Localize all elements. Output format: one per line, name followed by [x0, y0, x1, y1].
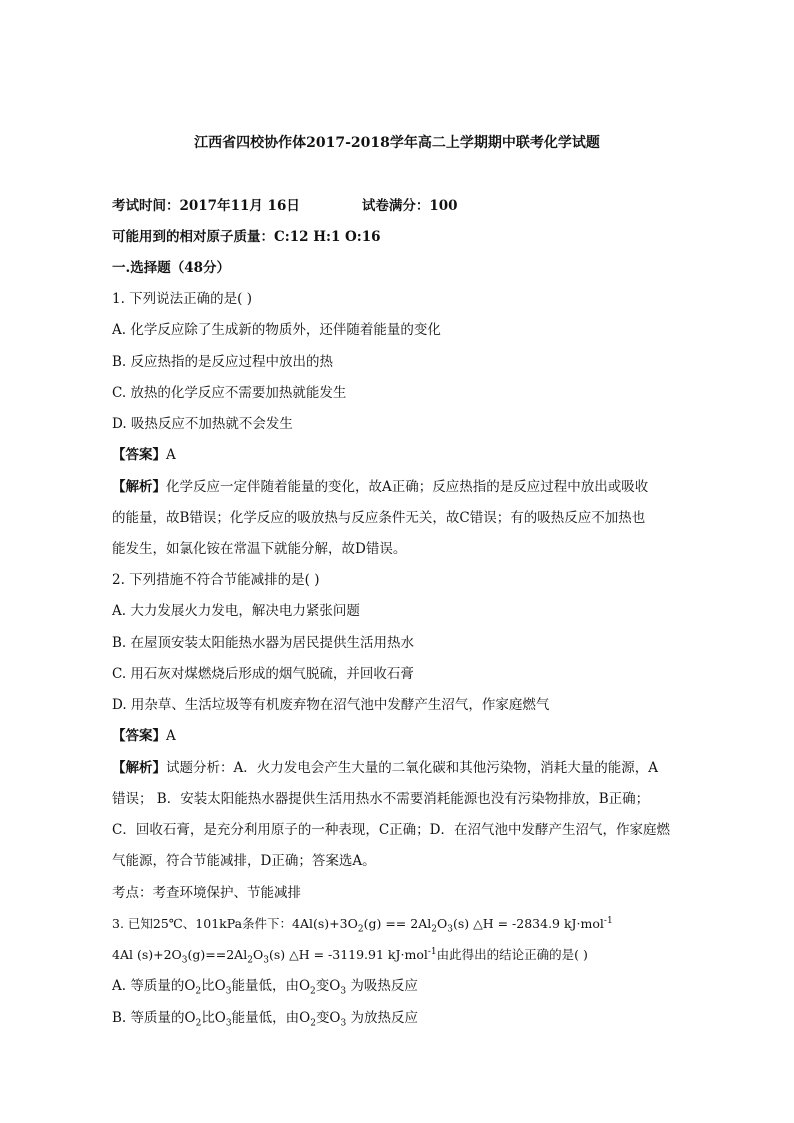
- q2-option-a: A. 大力发展火力发电，解决电力紧张问题: [112, 603, 360, 619]
- q2-analysis-line-2: 错误； B．安装太阳能热水器提供生活用热水不需要消耗能源也没有污染物排放，B正确；: [112, 791, 650, 807]
- q2-analysis-line-3: C．回收石膏，是充分利用原子的一种表现，C正确；D．在沼气池中发酵产生沼气，作家庭燃: [112, 822, 670, 838]
- section-heading: 一.选择题（48分）: [112, 260, 230, 276]
- opt-text: 变O: [315, 1010, 341, 1026]
- eq-text: 4Al (s)+2O: [112, 947, 182, 962]
- eq-sub: 3: [181, 955, 188, 966]
- opt-text: 比O: [201, 978, 226, 994]
- eq-text: (s) △H = -3119.91 kJ·mol: [268, 947, 428, 962]
- opt-text: A. 等质量的O: [112, 978, 196, 994]
- opt-sub: 3: [225, 1018, 232, 1029]
- eq-sub: 3: [263, 955, 269, 966]
- analysis-text: 化学反应一定伴随着能量的变化，故A正确；反应热指的是反应过程中放出或吸收: [166, 479, 649, 495]
- atomic-mass-info: 可能用到的相对原子质量：C:12 H:1 O:16: [112, 229, 381, 245]
- answer-tag: 【答案】: [112, 728, 166, 744]
- eq-sup: -1: [427, 946, 437, 957]
- q2-option-d: D. 用杂草、生活垃圾等有机废弃物在沼气池中发酵产生沼气，作家庭燃气: [112, 697, 550, 713]
- analysis-tag: 【解析】: [112, 479, 166, 495]
- eq-text: (g)==2Al: [187, 947, 248, 962]
- q1-option-d: D. 吸热反应不加热就不会发生: [112, 416, 293, 432]
- q3-stem-equation-1: [112, 914, 613, 934]
- opt-text: 比O: [201, 1010, 226, 1026]
- q2-analysis-line-4: 气能源，符合节能减排，D正确；答案选A。: [112, 853, 376, 869]
- opt-text: B. 等质量的O: [112, 1010, 196, 1026]
- eq-text: 由此得出的结论正确的是( ): [436, 947, 588, 962]
- opt-sub: 3: [225, 986, 232, 997]
- q2-knowledge-point: 考点：考查环境保护、节能减排: [112, 885, 301, 901]
- eq-text: 4Al(s)+3O: [292, 916, 358, 931]
- q2-analysis-line-1: [112, 758, 658, 778]
- opt-text: 为吸热反应: [346, 978, 418, 994]
- q3-equation-2: [112, 945, 588, 965]
- opt-sub: 2: [195, 1018, 202, 1029]
- answer-value: A: [166, 728, 176, 744]
- answer-tag: 【答案】: [112, 447, 166, 463]
- eq-sup: -1: [603, 915, 613, 926]
- opt-text: 变O: [315, 978, 341, 994]
- opt-sub: 2: [310, 1018, 316, 1029]
- eq-sub: 2: [357, 924, 364, 935]
- q2-answer: [112, 726, 176, 746]
- q3-stem-prefix: 3. 已知25℃、101kPa条件下：: [112, 916, 293, 931]
- q3-option-b: [112, 1008, 418, 1028]
- q1-option-a: A. 化学反应除了生成新的物质外，还伴随着能量的变化: [112, 322, 441, 338]
- opt-sub: 3: [340, 986, 347, 997]
- q1-analysis-line-2: 的能量，故B错误；化学反应的吸放热与反应条件无关，故C错误；有的吸热反应不加热也: [112, 510, 646, 526]
- analysis-text: 试题分析：A．火力发电会产生大量的二氧化碳和其他污染物，消耗大量的能源，A: [166, 760, 658, 776]
- answer-value: A: [166, 447, 176, 463]
- eq-text: O: [436, 916, 448, 931]
- eq-sub: 3: [447, 924, 453, 935]
- analysis-tag: 【解析】: [112, 760, 166, 776]
- exam-time: 考试时间：2017年11月 16日: [112, 198, 300, 214]
- opt-text: 能量低，由O: [231, 978, 311, 994]
- q2-option-c: C. 用石灰对煤燃烧后形成的烟气脱硫，并回收石膏: [112, 666, 414, 682]
- opt-sub: 3: [340, 1018, 347, 1029]
- full-score: 试卷满分：100: [361, 198, 458, 214]
- eq-sub: 2: [431, 924, 437, 935]
- page-title: 江西省四校协作体2017-2018学年高二上学期期中联考化学试题: [194, 135, 600, 151]
- q3-option-a: [112, 976, 418, 996]
- opt-text: 为放热反应: [346, 1010, 419, 1026]
- q1-option-b: B. 反应热指的是反应过程中放出的热: [112, 354, 334, 370]
- q2-stem: 2. 下列措施不符合节能减排的是( ): [112, 572, 320, 588]
- q1-analysis-line-3: 能发生，如氯化铵在常温下就能分解，故D错误。: [112, 541, 407, 557]
- opt-sub: 2: [310, 986, 316, 997]
- q1-analysis-line-1: [112, 477, 648, 497]
- eq-text: (g) == 2Al: [363, 916, 432, 931]
- eq-text: (s) △H = -2834.9 kJ·mol: [452, 916, 604, 931]
- eq-sub: 2: [247, 955, 253, 966]
- opt-text: 能量低，由O: [231, 1010, 311, 1026]
- opt-sub: 2: [195, 986, 202, 997]
- q1-answer: [112, 445, 176, 465]
- eq-text: O: [252, 947, 264, 962]
- q1-stem: 1. 下列说法正确的是( ): [112, 291, 252, 307]
- q1-option-c: C. 放热的化学反应不需要加热就能发生: [112, 385, 347, 401]
- q2-option-b: B. 在屋顶安装太阳能热水器为居民提供生活用热水: [112, 635, 415, 651]
- exam-info-row: [112, 196, 458, 216]
